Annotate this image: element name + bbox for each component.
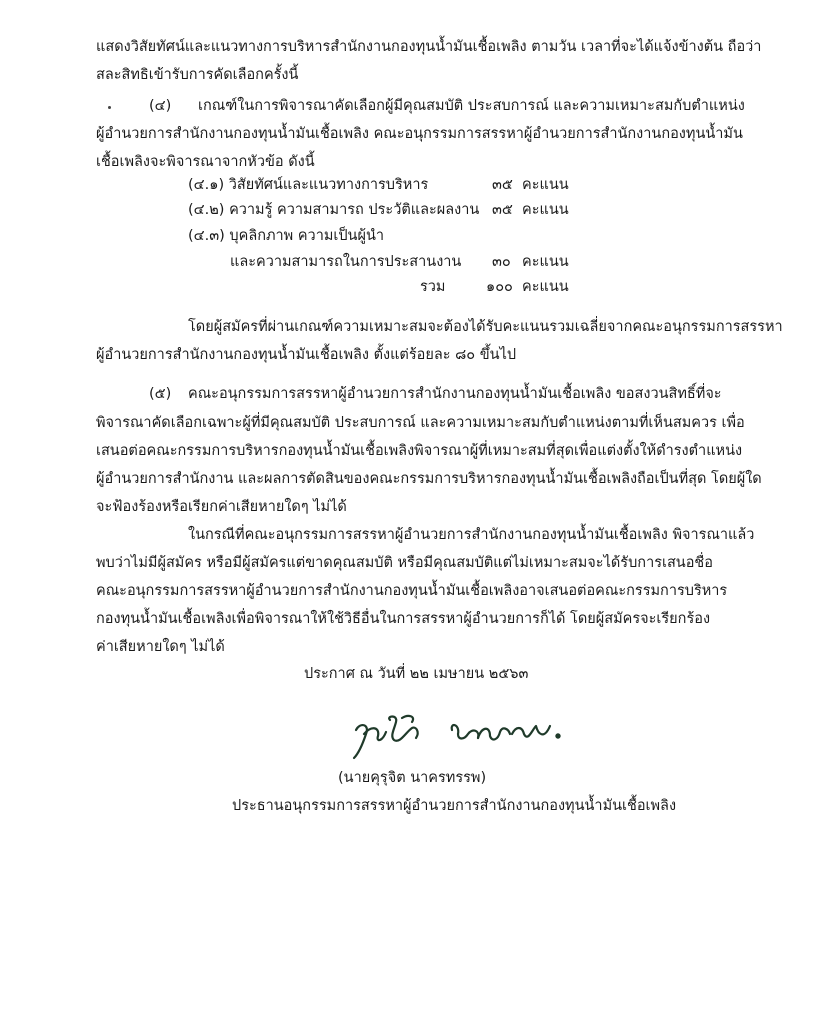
criteria-label: (๔.๑) วิสัยทัศน์และแนวทางการบริหาร bbox=[188, 177, 429, 193]
criteria-unit: คะแนน bbox=[522, 254, 569, 270]
item5-line-5: จะฟ้องร้องหรือเรียกค่าเสียหายใดๆ ไม่ได้ bbox=[96, 499, 347, 515]
case-line-2: พบว่าไม่มีผู้สมัคร หรือมีผู้สมัครแต่ขาดคุณสมบัติ หรือมีคุณสมบัติแต่ไม่เหมาะสมจะได้รับการเสนอชื่อ bbox=[96, 555, 713, 571]
intro-line-2: สละสิทธิเข้ารับการคัดเลือกครั้งนี้ bbox=[96, 67, 299, 83]
item5-line-2: พิจารณาคัดเลือกเฉพาะผู้ที่มีคุณสมบัติ ประสบการณ์ และความเหมาะสมกับตำแหน่งตามที่เห็นสมควร เพื่อ bbox=[96, 415, 745, 431]
signatory-name: (นายคุรุจิต นาครทรรพ) bbox=[338, 770, 487, 786]
criteria-label: (๔.๒) ความรู้ ความสามารถ ประวัติและผลงาน bbox=[188, 202, 480, 218]
case-line-4: กองทุนน้ำมันเชื้อเพลิงเพื่อพิจารณาให้ใช้วิธีอื่นในการสรรหาผู้อำนวยการก็ได้ โดยผู้สมัครจะเรียกร้อง bbox=[96, 611, 711, 627]
item4-line-3: เชื้อเพลิงจะพิจารณาจากหัวข้อ ดังนี้ bbox=[96, 154, 315, 170]
item5-line-3: เสนอต่อคณะกรรมการบริหารกองทุนน้ำมันเชื้อเพลิงพิจารณาผู้ที่เหมาะสมที่สุดเพื่อแต่งตั้งให้ดำรงตำแหน่ง bbox=[96, 443, 743, 459]
item4-line-2: ผู้อำนวยการสำนักงานกองทุนน้ำมันเชื้อเพลิง คณะอนุกรรมการสรรหาผู้อำนวยการสำนักงานกองทุนน้ำมัน bbox=[96, 126, 743, 142]
intro-line-1: แสดงวิสัยทัศน์และแนวทางการบริหารสำนักงานกองทุนน้ำมันเชื้อเพลิง ตามวัน เวลาที่จะได้แจ้งข้างต้น ถือว่า bbox=[96, 39, 762, 55]
criteria-unit: คะแนน bbox=[522, 177, 569, 193]
pass-line-2: ผู้อำนวยการสำนักงานกองทุนน้ำมันเชื้อเพลิง ตั้งแต่ร้อยละ ๘๐ ขึ้นไป bbox=[96, 347, 517, 363]
case-line-3: คณะอนุกรรมการสรรหาผู้อำนวยการสำนักงานกองทุนน้ำมันเชื้อเพลิงอาจเสนอต่อคณะกรรมการบริหาร bbox=[96, 583, 728, 599]
criteria-score: ๓๐ bbox=[492, 254, 511, 270]
total-label: รวม bbox=[420, 279, 446, 295]
case-line-1: ในกรณีที่คณะอนุกรรมการสรรหาผู้อำนวยการสำนักงานกองทุนน้ำมันเชื้อเพลิง พิจารณาแล้ว bbox=[188, 527, 755, 543]
criteria-score: ๓๕ bbox=[492, 202, 513, 218]
announcement-date: ประกาศ ณ วันที่ ๒๒ เมษายน ๒๕๖๓ bbox=[304, 666, 529, 682]
item5-number: (๕) bbox=[149, 386, 172, 402]
criteria-unit: คะแนน bbox=[522, 202, 569, 218]
total-score: ๑๐๐ bbox=[486, 279, 513, 295]
pass-line-1: โดยผู้สมัครที่ผ่านเกณฑ์ความเหมาะสมจะต้องได้รับคะแนนรวมเฉลี่ยจากคณะอนุกรรมการสรรหา bbox=[188, 319, 783, 335]
criteria-label: (๔.๓) บุคลิกภาพ ความเป็นผู้นำ bbox=[188, 228, 385, 244]
handwritten-signature bbox=[340, 712, 570, 762]
total-unit: คะแนน bbox=[522, 279, 569, 295]
item5-line-4: ผู้อำนวยการสำนักงาน และผลการตัดสินของคณะกรรมการบริหารกองทุนน้ำมันเชื้อเพลิงถือเป็นที่สุด โดยผู้ใด bbox=[96, 471, 762, 487]
item4-line-1: เกณฑ์ในการพิจารณาคัดเลือกผู้มีคุณสมบัติ ประสบการณ์ และความเหมาะสมกับตำแหน่ง bbox=[198, 98, 745, 114]
margin-mark bbox=[108, 106, 111, 109]
item5-line-1: คณะอนุกรรมการสรรหาผู้อำนวยการสำนักงานกองทุนน้ำมันเชื้อเพลิง ขอสงวนสิทธิ์ที่จะ bbox=[188, 386, 722, 402]
criteria-label: และความสามารถในการประสานงาน bbox=[230, 254, 462, 270]
signatory-title: ประธานอนุกรรมการสรรหาผู้อำนวยการสำนักงานกองทุนน้ำมันเชื้อเพลิง bbox=[232, 798, 677, 814]
item4-number: (๔) bbox=[149, 98, 172, 114]
criteria-score: ๓๕ bbox=[492, 177, 513, 193]
case-line-5: ค่าเสียหายใดๆ ไม่ได้ bbox=[96, 639, 225, 655]
